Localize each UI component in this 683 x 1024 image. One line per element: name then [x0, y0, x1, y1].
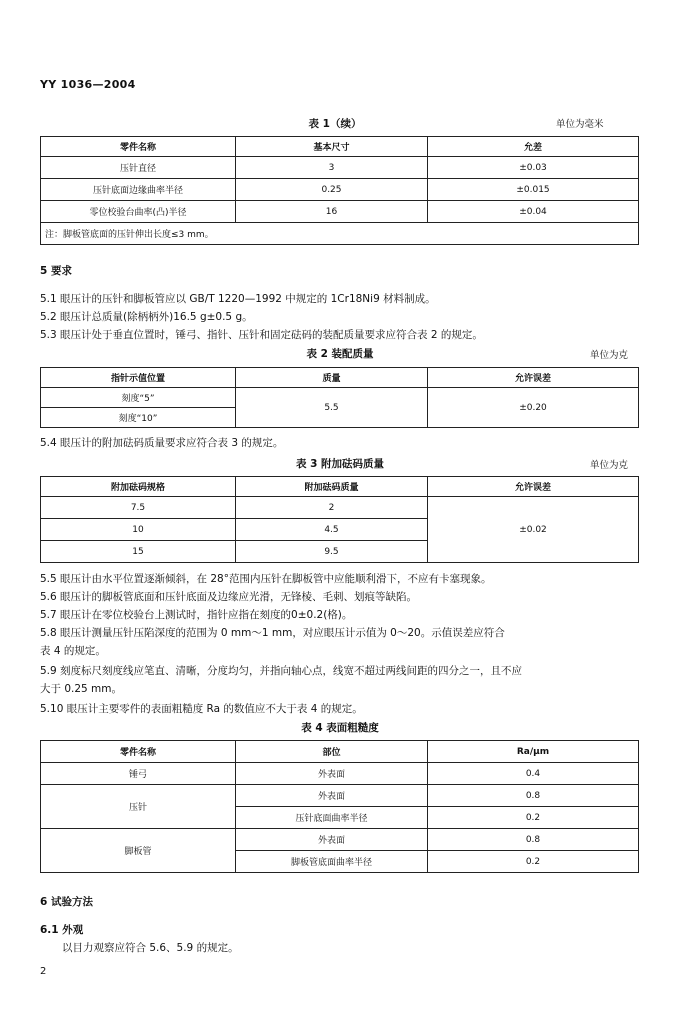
table1-caption: 表 1（续）: [308, 118, 362, 130]
table-cell: 零位校验台曲率(凸)半径: [41, 201, 236, 223]
table3-header-cell: 附加砝码规格: [41, 477, 236, 497]
table-cell: 0.8: [428, 785, 639, 807]
table-row: [41, 201, 639, 223]
table-row: [41, 497, 639, 519]
table-cell: 锤弓: [41, 763, 236, 785]
table-cell: 外表面: [236, 829, 428, 851]
paragraph-5-9: 5.9 刻度标尺刻度线应笔直、清晰，分度均匀，并指向轴心点，线宽不超过两线间距的四分之一，且不应: [40, 665, 523, 677]
paragraph-5-10: 5.10 眼压计主要零件的表面粗糙度 Ra 的数值应不大于表 4 的规定。: [40, 703, 363, 715]
table-cell: 压针: [41, 785, 236, 829]
table-cell: 0.4: [428, 763, 639, 785]
table-row: [41, 763, 639, 785]
table-cell: 外表面: [236, 785, 428, 807]
table-cell: 0.2: [428, 851, 639, 873]
table-cell: 0.25: [236, 179, 428, 201]
table2-caption: 表 2 装配质量: [306, 348, 374, 360]
table2-header-cell: 指针示值位置: [41, 368, 236, 388]
table-cell: ±0.015: [428, 179, 639, 201]
table4-header-cell: Ra/μm: [428, 741, 639, 763]
table2-unit: 单位为克: [590, 350, 629, 361]
table-row: [41, 157, 639, 179]
table-cell: 刻度“10”: [41, 408, 236, 428]
table-cell: 7.5: [41, 497, 236, 519]
table-cell: 压针底面曲率半径: [236, 807, 428, 829]
table-cell: 9.5: [236, 541, 428, 563]
table-cell: 2: [236, 497, 428, 519]
table-cell: 16: [236, 201, 428, 223]
subsection-6-1-title: 6.1 外观: [40, 924, 84, 936]
table-cell: 15: [41, 541, 236, 563]
table-cell: 压针直径: [41, 157, 236, 179]
section5-title: 5 要求: [40, 265, 72, 277]
table-cell: 0.2: [428, 807, 639, 829]
table-cell: 5.5: [236, 388, 428, 428]
table-row: [41, 785, 639, 807]
table1-note: 注：脚板管底面的压针伸出长度≤3 mm。: [41, 223, 639, 245]
table-cell: 刻度“5”: [41, 388, 236, 408]
table2: [40, 367, 639, 428]
table-cell: ±0.02: [428, 497, 639, 563]
table-cell: 4.5: [236, 519, 428, 541]
paragraph-5-5: 5.5 眼压计由水平位置逐渐倾斜，在 28°范围内压针在脚板管中应能顺利滑下，不应有卡塞现象。: [40, 573, 492, 585]
table-row: [41, 388, 639, 408]
table1-header-cell: 基本尺寸: [236, 137, 428, 157]
table4-caption: 表 4 表面粗糙度: [301, 722, 379, 734]
section6-title: 6 试验方法: [40, 896, 93, 908]
paragraph-5-1: 5.1 眼压计的压针和脚板管应以 GB/T 1220—1992 中规定的 1Cr18Ni9 材料制成。: [40, 293, 436, 305]
table3-unit: 单位为克: [590, 460, 629, 471]
table1-header-cell: 允差: [428, 137, 639, 157]
table-cell: 10: [41, 519, 236, 541]
paragraph-5-2: 5.2 眼压计总质量(除柄柄外)16.5 g±0.5 g。: [40, 311, 253, 323]
table1-unit: 单位为毫米: [556, 119, 604, 130]
table-row: [41, 223, 639, 245]
page-number: 2: [40, 966, 47, 977]
table3: [40, 476, 639, 563]
paragraph-5-8: 5.8 眼压计测量压针压陷深度的范围为 0 mm～1 mm，对应眼压计示值为 0～20。示值误差应符合: [40, 627, 505, 639]
table-row: [41, 179, 639, 201]
table-cell: 0.8: [428, 829, 639, 851]
table-cell: 压针底面边缘曲率半径: [41, 179, 236, 201]
table1: [40, 136, 639, 245]
table-cell: 外表面: [236, 763, 428, 785]
table-cell: 脚板管底面曲率半径: [236, 851, 428, 873]
table4: [40, 740, 639, 873]
table4-header-cell: 部位: [236, 741, 428, 763]
paragraph-5-6: 5.6 眼压计的脚板管底面和压针底面及边缘应光滑，无锋棱、毛刺、划痕等缺陷。: [40, 591, 418, 603]
table-cell: 3: [236, 157, 428, 179]
table3-header-cell: 附加砝码质量: [236, 477, 428, 497]
table3-caption: 表 3 附加砝码质量: [295, 458, 385, 470]
table-cell: 脚板管: [41, 829, 236, 873]
paragraph-5-4: 5.4 眼压计的附加砝码质量要求应符合表 3 的规定。: [40, 437, 284, 449]
table-cell: ±0.04: [428, 201, 639, 223]
table3-header-cell: 允许误差: [428, 477, 639, 497]
table-cell: ±0.20: [428, 388, 639, 428]
subsection-6-1-text: 以目力观察应符合 5.6、5.9 的规定。: [62, 942, 239, 954]
table2-header-cell: 质量: [236, 368, 428, 388]
paragraph-5-7: 5.7 眼压计在零位校验台上测试时，指针应指在刻度的0±0.2(格)。: [40, 609, 353, 621]
table-row: [41, 829, 639, 851]
table-cell: ±0.03: [428, 157, 639, 179]
paragraph-5-8-cont: 表 4 的规定。: [40, 645, 106, 657]
standard-code: YY 1036—2004: [40, 78, 136, 91]
table2-header-cell: 允许误差: [428, 368, 639, 388]
table4-header-cell: 零件名称: [41, 741, 236, 763]
table1-header-cell: 零件名称: [41, 137, 236, 157]
paragraph-5-3: 5.3 眼压计处于垂直位置时，锤弓、指针、压针和固定砝码的装配质量要求应符合表 2 的规定。: [40, 329, 483, 341]
paragraph-5-9-cont: 大于 0.25 mm。: [40, 683, 123, 695]
